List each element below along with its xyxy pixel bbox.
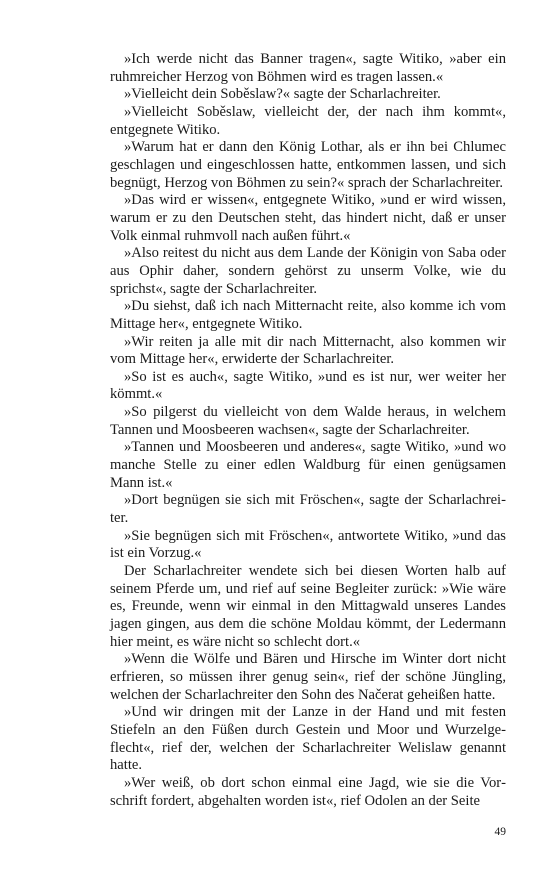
paragraph: »Also reitest du nicht aus dem Lande der Königin von Saba oder aus Ophir daher, sondern gehörst zu unserm Volke, wie du sprichst«, sagte der Scharlachreiter. [110,245,506,297]
paragraph: »Das wird er wissen«, entgegnete Witiko, »und er wird wissen, warum er zu den Deutschen steht, das hindert nicht, daß er unser Volk einmal ruhmvoll nach außen führt.« [110,192,506,244]
page-number: 49 [494,826,506,838]
paragraph: »Dort begnügen sie sich mit Fröschen«, sagte der Scharlachreiter. [110,492,506,527]
paragraph: »Vielleicht Soběslaw, vielleicht der, der nach ihm kommt«, entgegnete Witiko. [110,103,506,138]
paragraph: »Ich werde nicht das Banner tragen«, sagte Witiko, »aber ein ruhmreicher Herzog von Böhmen wird es tragen lassen.« [110,51,506,85]
paragraph: Der Scharlachreiter wendete sich bei diesen Worten halb auf seinem Pferde um, und rief auf seine Begleiter zurück: »Wie wäre es, Freunde, wenn wir einmal in den Mittagwald unseres Landes jagen gingen, aus dem die schöne Moldau kömmt, der Ledermann hier meint, es wäre nicht so schlecht dort.« [110,563,506,650]
paragraph: »Wenn die Wölfe und Bären und Hirsche im Winter dort nicht erfrieren, so müssen ihrer genug sein«, rief der schöne Jüngling, welchen der Scharlachreiter den Sohn des Načerat geheißen hatte. [110,651,506,703]
paragraph: »Sie begnügen sich mit Fröschen«, antwortete Witiko, »und das ist ein Vorzug.« [110,527,506,562]
paragraph: »Vielleicht dein Soběslaw?« sagte der Scharlachreiter. [124,86,441,103]
paragraph: »Tannen und Moosbeeren und anderes«, sagte Witiko, »und wo manche Stelle zu einer edlen Waldburg für einen genügsamen Mann ist.« [110,439,506,491]
paragraph: »Du siehst, daß ich nach Mitternacht reite, also komme ich vom Mittage her«, entgegnete Witiko. [110,298,506,332]
body-text [110,51,506,810]
paragraph: »Und wir dringen mit der Lanze in der Hand und mit festen Stiefeln an den Füßen durch Gestein und Moor und Wurzelgeflecht«, rief der, welchen der Scharlachreiter Welislaw genannt hatte. [110,704,506,774]
paragraph: »So ist es auch«, sagte Witiko, »und es ist nur, wer weiter her kömmt.« [110,368,506,403]
paragraph: »Wir reiten ja alle mit dir nach Mitternacht, also kommen wir vom Mittage her«, erwiderte der Scharlachreiter. [110,333,506,368]
paragraph: »So pilgerst du vielleicht von dem Walde heraus, in welchem Tannen und Moosbeeren wachsen«, sagte der Scharlachreiter. [110,404,506,438]
paragraph: »Warum hat er dann den König Lothar, als er ihn bei Chlumec geschlagen und eingeschlossen hatte, entkommen lassen, und sich begnügt, Herzog von Böhmen zu sein?« sprach der Scharlachreiter. [110,139,506,191]
paragraph: »Wer weiß, ob dort schon einmal eine Jagd, wie sie die Vorschrift fordert, abgehalten worden ist«, rief Odolen an der Seite [110,774,506,809]
